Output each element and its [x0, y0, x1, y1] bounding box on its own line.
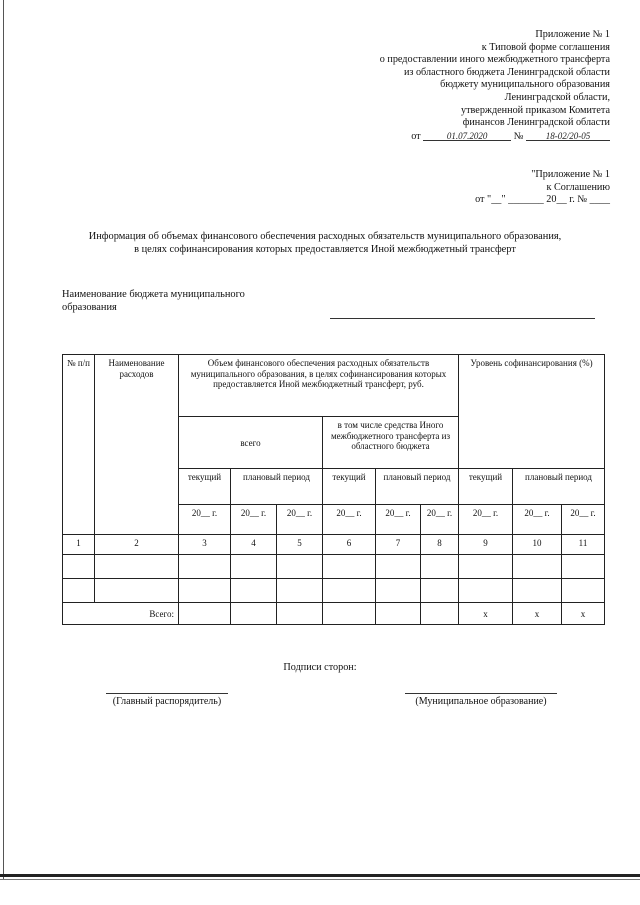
signature-left[interactable]: [106, 693, 228, 707]
header-year: 20__ г.: [513, 505, 562, 535]
number-prefix: №: [513, 130, 524, 142]
header-name: Наименование расходов: [95, 355, 179, 535]
header-planned: плановый период: [376, 469, 459, 505]
header-current: текущий: [179, 469, 231, 505]
table-cell[interactable]: [459, 555, 513, 579]
signature-right[interactable]: [405, 693, 557, 707]
appendix-line: финансов Ленинградской области: [462, 117, 610, 129]
table-cell[interactable]: [562, 555, 605, 579]
header-volume: Объем финансового обеспечения расходных обязательств муниципального образования, в целях софинансирования которых предоставляется Иной межбюджетный трансферт, руб.: [179, 355, 459, 417]
handwritten-date: 01.07.2020: [423, 130, 511, 141]
table-cell[interactable]: [231, 603, 277, 625]
header-total: всего: [179, 417, 323, 469]
column-number: 1: [63, 535, 95, 555]
header-current: текущий: [323, 469, 376, 505]
column-number: 6: [323, 535, 376, 555]
table-cell[interactable]: [277, 579, 323, 603]
table-cell[interactable]: [376, 555, 421, 579]
table-cell[interactable]: [95, 579, 179, 603]
agreement-appendix: [360, 169, 610, 207]
header-year: 20__ г.: [323, 505, 376, 535]
table-cell[interactable]: [277, 603, 323, 625]
column-number: 10: [513, 535, 562, 555]
header-year: 20__ г.: [376, 505, 421, 535]
table-cell[interactable]: [63, 579, 95, 603]
signatures-title: Подписи сторон:: [283, 662, 357, 673]
column-number: 3: [179, 535, 231, 555]
table-cell[interactable]: [562, 579, 605, 603]
handwritten-number: 18-02/20-05: [526, 130, 610, 141]
table-cell[interactable]: [376, 603, 421, 625]
header-num: № п/п: [63, 355, 95, 535]
header-year: 20__ г.: [562, 505, 605, 535]
scan-edge-bottom: [0, 874, 640, 877]
column-number: 11: [562, 535, 605, 555]
header-level: Уровень софинансирования (%): [459, 355, 605, 469]
table-cell[interactable]: [459, 579, 513, 603]
budget-name-field[interactable]: [330, 318, 595, 319]
table-row: [63, 579, 605, 603]
column-number: 8: [421, 535, 459, 555]
signature-right-label: (Муниципальное образование): [415, 696, 547, 707]
table-cell[interactable]: [323, 603, 376, 625]
column-number: 4: [231, 535, 277, 555]
appendix-line: о предоставлении иного межбюджетного трансферта: [379, 54, 610, 66]
appendix-line: бюджету муниципального образования: [440, 79, 610, 91]
appendix-line: Ленинградской области,: [504, 91, 610, 103]
appendix-header: [290, 29, 610, 143]
table-cell[interactable]: [323, 555, 376, 579]
column-number: 5: [277, 535, 323, 555]
from-prefix: от: [411, 130, 421, 142]
appendix-line: из областного бюджета Ленинградской области: [403, 66, 610, 78]
table-cell[interactable]: [179, 603, 231, 625]
table-cell[interactable]: [421, 579, 459, 603]
table-cell[interactable]: [421, 555, 459, 579]
table-cell[interactable]: [179, 579, 231, 603]
header-current: текущий: [459, 469, 513, 505]
header-incl: в том числе средства Иного межбюджетного трансферта из областного бюджета: [323, 417, 459, 469]
appendix-line: Приложение № 1: [535, 29, 610, 40]
header-year: 20__ г.: [277, 505, 323, 535]
agreement-appendix-line: от "__" _______ 20__ г. № ____: [475, 194, 610, 206]
document-title: [40, 231, 610, 256]
financing-table: [62, 354, 605, 625]
signature-left-label: (Главный распорядитель): [112, 696, 222, 707]
x-cell: х: [513, 603, 562, 625]
scan-edge-bottom-thin: [0, 879, 640, 880]
column-number: 2: [95, 535, 179, 555]
total-label: Всего:: [63, 603, 179, 625]
column-number: 7: [376, 535, 421, 555]
table-cell[interactable]: [179, 555, 231, 579]
column-number: 9: [459, 535, 513, 555]
table-cell[interactable]: [376, 579, 421, 603]
header-year: 20__ г.: [231, 505, 277, 535]
table-cell[interactable]: [513, 555, 562, 579]
table-cell[interactable]: [95, 555, 179, 579]
header-year: 20__ г.: [179, 505, 231, 535]
budget-name-label: Наименование бюджета муниципального образования: [62, 289, 245, 313]
table-cell[interactable]: [277, 555, 323, 579]
header-planned: плановый период: [231, 469, 323, 505]
x-cell: х: [562, 603, 605, 625]
signature-line: [106, 693, 228, 694]
total-row: [63, 603, 605, 625]
appendix-line: утвержденной приказом Комитета: [461, 104, 610, 116]
agreement-appendix-line: к Соглашению: [546, 181, 610, 193]
title-line: Информация об объемах финансового обеспечения расходных обязательств муниципального образования,: [88, 231, 562, 242]
header-planned: плановый период: [513, 469, 605, 505]
x-cell: х: [459, 603, 513, 625]
table-cell[interactable]: [63, 555, 95, 579]
table-row: [63, 555, 605, 579]
header-year: 20__ г.: [421, 505, 459, 535]
table-cell[interactable]: [513, 579, 562, 603]
appendix-line: к Типовой форме соглашения: [481, 41, 610, 53]
header-year: 20__ г.: [459, 505, 513, 535]
scan-edge-left: [3, 0, 4, 880]
title-line: в целях софинансирования которых предоставляется Иной межбюджетный трансферт: [134, 243, 516, 255]
appendix-order-line: [290, 130, 610, 144]
table-cell[interactable]: [421, 603, 459, 625]
agreement-appendix-line: "Приложение № 1: [531, 169, 610, 180]
table-cell[interactable]: [231, 555, 277, 579]
table-cell[interactable]: [231, 579, 277, 603]
table-cell[interactable]: [323, 579, 376, 603]
signature-line: [405, 693, 557, 694]
